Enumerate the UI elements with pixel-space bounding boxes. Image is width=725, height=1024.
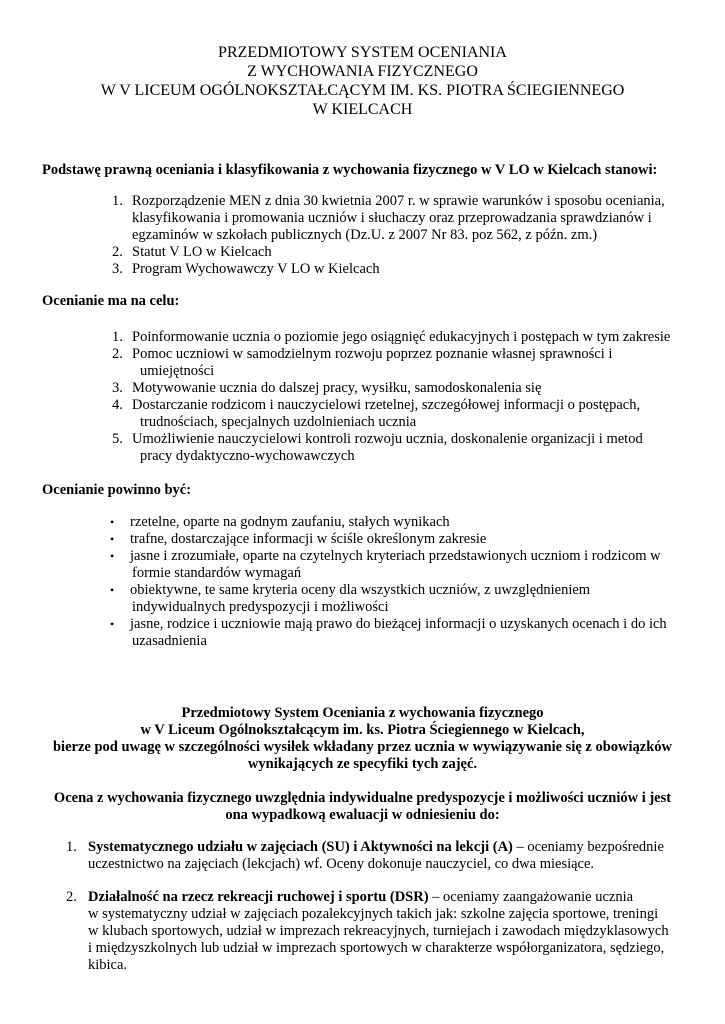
item-number: 3. — [112, 261, 123, 277]
criteria-item-body — [66, 839, 696, 873]
list-item — [112, 397, 692, 431]
bullet-icon: • — [110, 532, 115, 546]
item-line: jasne, rodzice i uczniowie mają prawo do bieżącej informacji o uzyskanych ocenach i do ich — [130, 616, 667, 632]
pso-intro-line: wynikających ze specyfiki tych zajęć. — [247, 756, 478, 772]
goals-list — [112, 329, 692, 465]
item-number: 2. — [112, 244, 123, 260]
criteria-title: Działalność na rzecz rekreacji ruchowej i sportu (DSR) — [88, 889, 429, 905]
evaluation-intro-line: Ocena z wychowania fizycznego uwzględnia indywidualne predyspozycje i możliwości uczniów i jest — [53, 790, 672, 806]
evaluation-intro — [0, 790, 725, 824]
item-line: i międzyszkolnych lub udział w imprezach sportowych w charakterze współorganizatora, sędziego, — [88, 940, 665, 956]
item-number: 5. — [112, 431, 123, 447]
item-line: pracy dydaktyczno-wychowawczych — [140, 448, 355, 464]
item-line: uczestnictwo na zajęciach (lekcjach) wf. Oceny dokonuje nauczyciel, co dwa miesiące. — [88, 856, 595, 872]
item-number: 2. — [66, 889, 77, 905]
item-line: obiektywne, te same kryteria oceny dla wszystkich uczniów, z uwzględnieniem — [130, 582, 591, 598]
pso-intro-line: Przedmiotowy System Oceniania z wychowania fizycznego — [181, 705, 544, 721]
should-be-list — [110, 514, 695, 650]
pso-intro — [0, 705, 725, 773]
item-line: Motywowanie ucznia do dalszej pracy, wysiłku, samodoskonalenia się — [132, 380, 542, 396]
item-line: indywidualnych predyspozycji i możliwości — [132, 599, 389, 615]
item-number: 1. — [112, 193, 123, 209]
item-line — [88, 889, 696, 906]
item-line: formie standardów wymagań — [132, 565, 302, 581]
bullet-icon: • — [110, 549, 115, 563]
item-line: trudnościach, specjalnych uzdolnieniach ucznia — [140, 414, 417, 430]
list-item — [112, 380, 692, 397]
list-item — [112, 431, 692, 465]
bullet-icon: • — [110, 515, 115, 529]
pso-intro-line: w V Liceum Ogólnokształcącym im. ks. Piotra Ściegiennego w Kielcach, — [140, 722, 585, 738]
list-item — [112, 346, 692, 380]
list-item — [112, 329, 692, 346]
goals-heading: Ocenianie ma na celu: — [42, 293, 180, 309]
criteria-item-body — [66, 889, 696, 974]
item-line: Poinformowanie ucznia o poziomie jego osiągnięć edukacyjnych i postępach w tym zakresie — [132, 329, 671, 345]
item-line: umiejętności — [140, 363, 215, 379]
item-number: 2. — [112, 346, 123, 362]
item-line: Program Wychowawczy V LO w Kielcach — [132, 261, 380, 277]
bullet-icon: • — [110, 583, 115, 597]
title-line: PRZEDMIOTOWY SYSTEM OCENIANIA — [218, 44, 507, 61]
evaluation-intro-line: ona wypadkową ewaluacji w odniesieniu do: — [225, 807, 500, 823]
criteria-item — [66, 889, 696, 974]
should-be-heading: Ocenianie powinno być: — [42, 482, 192, 498]
item-line: jasne i zrozumiałe, oparte na czytelnych kryteriach przedstawionych uczniom i rodzicom w — [130, 548, 661, 564]
item-number: 1. — [66, 839, 77, 855]
list-item — [112, 261, 692, 278]
item-number: 4. — [112, 397, 123, 413]
pso-intro-line: bierze pod uwagę w szczególności wysiłek wkładany przez ucznia w wywiązywanie się z obowiązków — [52, 739, 673, 755]
item-line: trafne, dostarczające informacji w ściśle określonym zakresie — [130, 531, 487, 547]
item-line: Pomoc uczniowi w samodzielnym rozwoju poprzez poznanie własnej sprawności i — [132, 346, 613, 362]
item-line: w klubach sportowych, udział w imprezach rekreacyjnych, turniejach i zawodach międzyklasowych — [88, 923, 669, 939]
title-line: W KIELCACH — [312, 101, 413, 118]
item-number: 3. — [112, 380, 123, 396]
item-line: rzetelne, oparte na godnym zaufaniu, stałych wynikach — [130, 514, 450, 530]
criteria-item — [66, 839, 696, 873]
criteria-desc: – oceniamy bezpośrednie — [512, 839, 664, 855]
title-line: W V LICEUM OGÓLNOKSZTAŁCĄCYM IM. KS. PIOTRA ŚCIEGIENNEGO — [100, 82, 625, 99]
list-item — [112, 193, 692, 244]
document-title — [0, 43, 725, 119]
item-line: uzasadnienia — [132, 633, 207, 649]
list-item — [110, 514, 695, 531]
legal-basis-heading: Podstawę prawną oceniania i klasyfikowania z wychowania fizycznego w V LO w Kielcach stanowi: — [42, 162, 658, 178]
list-item — [110, 616, 695, 650]
item-line: w systematyczny udział w zajęciach pozalekcyjnych takich jak: szkolne zajęcia sportowe, treningi — [88, 906, 659, 922]
item-line: egzaminów w szkołach publicznych (Dz.U. z 2007 Nr 83. poz 562, z późn. zm.) — [132, 227, 598, 243]
item-line: kibica. — [88, 957, 128, 973]
list-item — [110, 548, 695, 582]
item-line: klasyfikowania i promowania uczniów i słuchaczy oraz przeprowadzania sprawdzianów i — [132, 210, 652, 226]
list-item — [110, 582, 695, 616]
item-line — [88, 839, 696, 856]
item-line: Dostarczanie rodzicom i nauczycielowi rzetelnej, szczegółowej informacji o postępach, — [132, 397, 641, 413]
item-line: Rozporządzenie MEN z dnia 30 kwietnia 2007 r. w sprawie warunków i sposobu oceniania, — [132, 193, 665, 209]
item-number: 1. — [112, 329, 123, 345]
list-item — [112, 244, 692, 261]
list-item — [110, 531, 695, 548]
criteria-title: Systematycznego udziału w zajęciach (SU) i Aktywności na lekcji (A) — [88, 839, 513, 855]
criteria-desc: – oceniamy zaangażowanie ucznia — [428, 889, 634, 905]
item-line: Statut V LO w Kielcach — [132, 244, 272, 260]
item-line: Umożliwienie nauczycielowi kontroli rozwoju ucznia, doskonalenie organizacji i metod — [132, 431, 643, 447]
legal-basis-list — [112, 193, 692, 278]
title-line: Z WYCHOWANIA FIZYCZNEGO — [247, 63, 478, 80]
bullet-icon: • — [110, 617, 115, 631]
